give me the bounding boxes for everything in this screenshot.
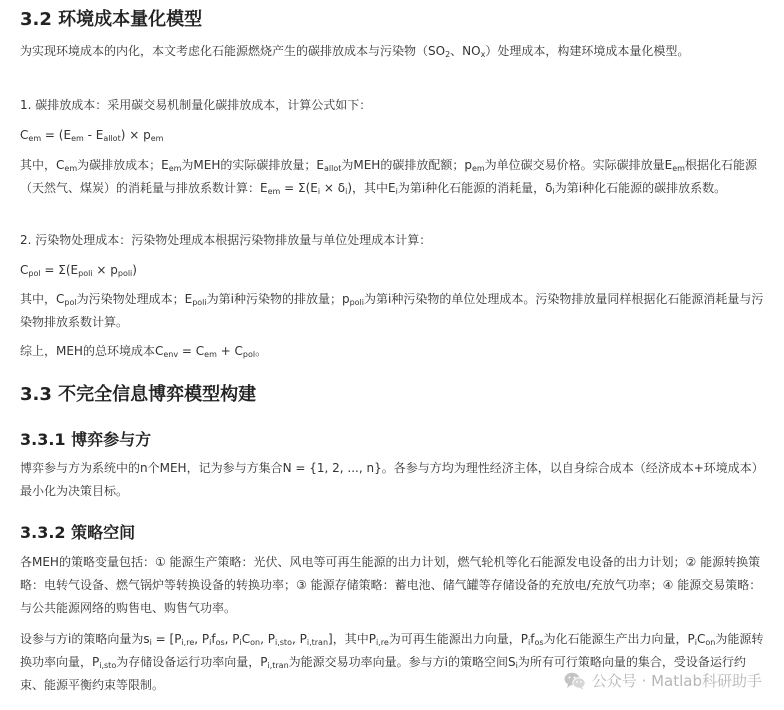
paragraph-intro: 为实现环境成本的内化，本文考虑化石能源燃烧产生的碳排放成本与污染物（$SO_2$、$NO_x$）处理成本，构建环境成本量化模型。	[20, 44, 690, 59]
formula-carbon-cost: $C_{em} = (E_{em} - E_{allot}) \times p_{em}$	[20, 128, 164, 143]
paragraph-carbon-desc: 其中，$C_{em}$为碳排放成本；$E_{em}$为MEH的实际碳排放量；$E_{allot}$为MEH的碳排放配额；$p_{em}$为单位碳交易价格。实际碳排放量$E_{em}$根据化石能源（天然气、煤炭）的消耗量与排放系数计算：$E_{em} = \Sigma(E_i \times \delta_i)$，其中$E_i$为第i种化石能源的消耗量，$\delta_i$为第i种化石能源的碳排放系数。	[20, 158, 757, 196]
paragraph-participants: 博弈参与方为系统中的n个MEH，记为参与方集合N = {1, 2, ..., n}。各参与方均为理性经济主体，以自身综合成本（经济成本+环境成本）最小化为决策目标。	[20, 461, 764, 498]
subsection-title-3-3-1: 3.3.1 博弈参与方	[20, 430, 152, 449]
section-title-3-2: 3.2 环境成本量化模型	[20, 9, 203, 30]
wechat-icon	[564, 672, 586, 690]
item-pollutant-cost: 2. 污染物处理成本：污染物处理成本根据污染物排放量与单位处理成本计算：	[20, 233, 432, 247]
subsection-title-3-3-2: 3.3.2 策略空间	[20, 523, 136, 542]
item-carbon-cost: 1. 碳排放成本：采用碳交易机制量化碳排放成本，计算公式如下：	[20, 98, 372, 112]
paragraph-pollutant-desc: 其中，$C_{pol}$为污染物处理成本；$E_{poli}$为第i种污染物的排放量；$p_{poli}$为第i种污染物的单位处理成本。污染物排放量同样根据化石能源消耗量与污染物排放系数计算。	[20, 292, 764, 329]
paragraph-strategy-vars: 各MEH的策略变量包括：① 能源生产策略：光伏、风电等可再生能源的出力计划，燃气轮机等化石能源发电设备的出力计划；② 能源转换策略：电转气设备、燃气锅炉等转换设备的转换功率；③ 能源存储策略：蓄电池、储气罐等存储设备的充放电/充放气功率；④ 能源交易策略：与公共能源网络的购售电、购售气功率。	[20, 555, 762, 615]
formula-pollutant-cost: $C_{pol} = \Sigma(E_{poli} \times p_{poli})$	[20, 263, 137, 278]
paragraph-summary: 综上，MEH的总环境成本$C_{env} = C_{em} + C_{pol}$。	[20, 344, 268, 359]
watermark	[564, 670, 762, 691]
paragraph-strategy-vector: 设参与方i的策略向量为$s_i = [P_{i,re}$, $P_if_{os}$, $P_iC_{on}$, $P_{i,sto}$, $P_{i,tran}$]，其中$P_{i,re}$为可再生能源出力向量，$P_if_{os}$为化石能源生产出力向量，$P_iC_{on}$为能源转换功率向量，$P_{i,sto}$为存储设备运行功率向量，$P_{i,tran}$为能源交易功率向量。参与方i的策略空间$S_i$为所有可行策略向量的集合，受设备运行约束、能源平衡约束等限制。	[20, 632, 764, 692]
watermark-text: 公众号 · Matlab科研助手	[591, 672, 762, 690]
section-title-3-3: 3.3 不完全信息博弈模型构建	[20, 384, 257, 405]
